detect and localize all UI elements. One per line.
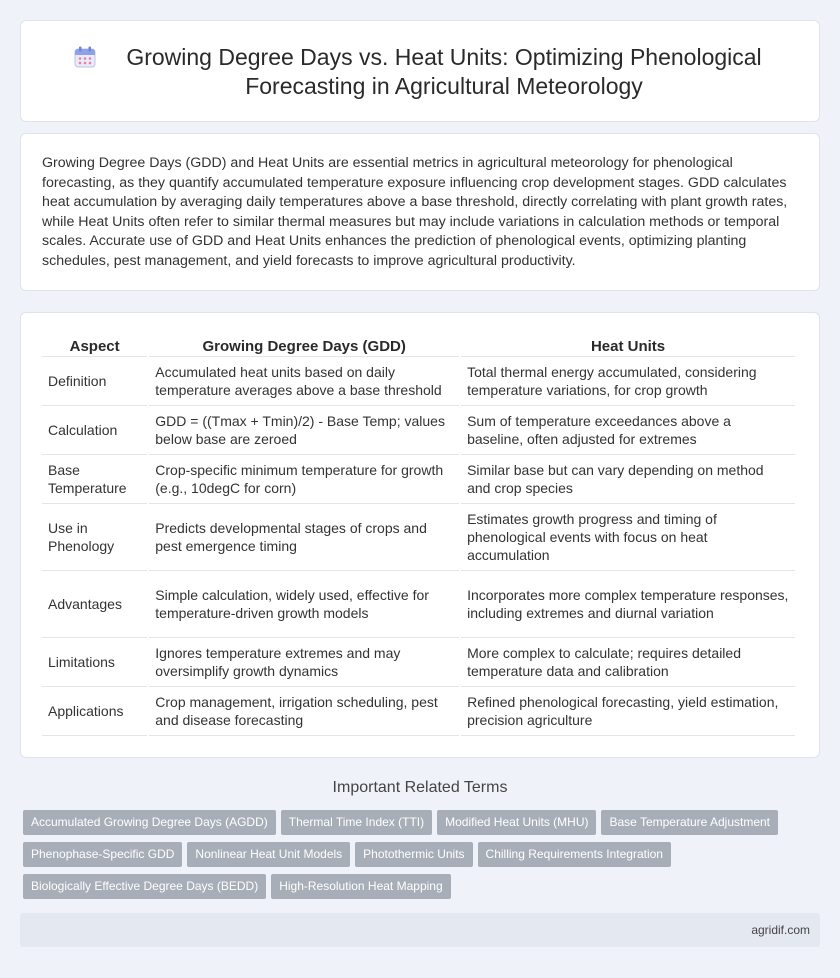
footer	[20, 913, 820, 947]
related-terms-title: Important Related Terms	[332, 779, 508, 796]
related-term-tag[interactable]: Base Temperature Adjustment	[601, 810, 778, 835]
related-term-tag[interactable]: Photothermic Units	[355, 842, 472, 867]
table-row	[42, 406, 795, 455]
table-row	[42, 504, 795, 571]
table-cell-gdd: Accumulated heat units based on daily temperature averages above a base threshold	[149, 357, 459, 406]
related-term-tag[interactable]: Nonlinear Heat Unit Models	[187, 842, 350, 867]
column-header-heat-units: Heat Units	[461, 333, 795, 357]
table-cell-heat-units: Sum of temperature exceedances above a baseline, often adjusted for extremes	[461, 406, 795, 455]
table-cell-aspect: Advantages	[42, 571, 147, 638]
related-term-tag[interactable]: Chilling Requirements Integration	[478, 842, 671, 867]
table-row	[42, 638, 795, 687]
column-header-aspect: Aspect	[42, 333, 147, 357]
table-cell-aspect: Base Temperature	[42, 455, 147, 504]
summary-text: Growing Degree Days (GDD) and Heat Units are essential metrics in agricultural meteorology for phenological forecasting, as they quantify accumulated temperature exposure influencing crop development stages. GDD calculates heat accumulation by averaging daily temperatures above a base threshold, directly correlating with plant growth rates, while Heat Units often refer to similar thermal measures but may include variations in calculation methods or temporal scales. Accurate use of GDD and Heat Units enhances the prediction of phenological events, optimizing planting schedules, pest management, and yield forecasts to improve agricultural productivity.	[42, 155, 788, 269]
table-cell-gdd: Simple calculation, widely used, effective for temperature-driven growth models	[149, 571, 459, 638]
table-cell-aspect: Definition	[42, 357, 147, 406]
related-terms-tags	[23, 810, 813, 906]
table-row	[42, 571, 795, 638]
header-card	[20, 20, 820, 122]
table-row	[42, 357, 795, 406]
related-term-tag[interactable]: High-Resolution Heat Mapping	[271, 874, 450, 899]
table-header-row	[42, 333, 795, 357]
table-cell-heat-units: Similar base but can vary depending on method and crop species	[461, 455, 795, 504]
page-title: Growing Degree Days vs. Heat Units: Optimizing Phenological Forecasting in Agricultural Meteorology	[126, 44, 762, 99]
table-cell-heat-units: Total thermal energy accumulated, considering temperature variations, for crop growth	[461, 357, 795, 406]
table-cell-aspect: Use in Phenology	[42, 504, 147, 571]
related-term-tag[interactable]: Thermal Time Index (TTI)	[281, 810, 432, 835]
related-term-tag[interactable]: Accumulated Growing Degree Days (AGDD)	[23, 810, 276, 835]
table-cell-gdd: Crop-specific minimum temperature for growth (e.g., 10degC for corn)	[149, 455, 459, 504]
table-cell-aspect: Calculation	[42, 406, 147, 455]
column-header-gdd: Growing Degree Days (GDD)	[149, 333, 459, 357]
table-cell-heat-units: Estimates growth progress and timing of phenological events with focus on heat accumulation	[461, 504, 795, 571]
table-cell-aspect: Applications	[42, 687, 147, 736]
table-cell-heat-units: More complex to calculate; requires detailed temperature data and calibration	[461, 638, 795, 687]
comparison-table	[40, 333, 797, 736]
comparison-table-card	[20, 312, 820, 758]
table-cell-gdd: Crop management, irrigation scheduling, pest and disease forecasting	[149, 687, 459, 736]
related-term-tag[interactable]: Modified Heat Units (MHU)	[437, 810, 596, 835]
related-term-tag[interactable]: Biologically Effective Degree Days (BEDD)	[23, 874, 266, 899]
related-term-tag[interactable]: Phenophase-Specific GDD	[23, 842, 182, 867]
footer-site-link[interactable]: agridif.com	[751, 923, 810, 937]
summary-card	[20, 133, 820, 291]
table-row	[42, 687, 795, 736]
table-cell-heat-units: Refined phenological forecasting, yield estimation, precision agriculture	[461, 687, 795, 736]
table-cell-gdd: Predicts developmental stages of crops and pest emergence timing	[149, 504, 459, 571]
table-cell-gdd: GDD = ((Tmax + Tmin)/2) - Base Temp; values below base are zeroed	[149, 406, 459, 455]
table-row	[42, 455, 795, 504]
table-cell-heat-units: Incorporates more complex temperature responses, including extremes and diurnal variation	[461, 571, 795, 638]
table-cell-gdd: Ignores temperature extremes and may oversimplify growth dynamics	[149, 638, 459, 687]
table-cell-aspect: Limitations	[42, 638, 147, 687]
